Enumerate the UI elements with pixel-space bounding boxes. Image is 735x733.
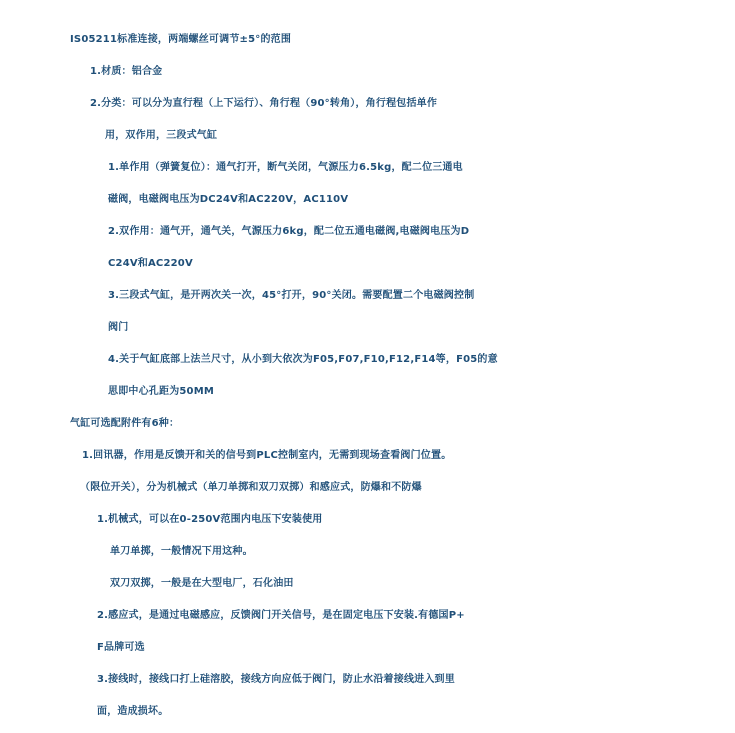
category-line-1: 2.分类：可以分为直行程（上下运行）、角行程（90°转角），角行程包括单作	[90, 98, 438, 109]
flange-line-1: 4.关于气缸底部上法兰尺寸，从小到大依次为F05,F07,F10,F12,F14等，F05的意	[108, 354, 498, 365]
three-stage-line-1: 3.三段式气缸，是开两次关一次，45°打开，90°关闭。需要配置二个电磁阀控制	[108, 290, 475, 301]
material-line: 1.材质：铝合金	[90, 66, 163, 77]
double-acting-line-1: 2.双作用：通气开，通气关，气源压力6kg，配二位五通电磁阀,电磁阀电压为D	[108, 226, 470, 237]
three-stage-line-2: 阀门	[108, 322, 129, 333]
accessories-title: 气缸可选配附件有6种：	[70, 418, 180, 429]
doc-title: IS05211标准连接，两端螺丝可调节±5°的范围	[70, 34, 292, 45]
signal-device-line-1: 1.回讯器，作用是反馈开和关的信号到PLC控制室内，无需到现场查看阀门位置。	[82, 450, 452, 461]
spst-line: 单刀单掷，一般情况下用这种。	[110, 546, 253, 557]
single-acting-line-1: 1.单作用（弹簧复位）：通气打开，断气关闭，气源压力6.5kg，配二位三通电	[108, 162, 463, 173]
wiring-line-1: 3.接线时，接线口打上硅溶胶，接线方向应低于阀门，防止水沿着接线进入到里	[97, 674, 455, 685]
double-acting-line-2: C24V和AC220V	[108, 258, 193, 269]
flange-line-2: 思即中心孔距为50MM	[108, 386, 215, 397]
single-acting-line-2: 磁阀，电磁阀电压为DC24V和AC220V，AC110V	[108, 194, 349, 205]
category-line-2: 用，双作用，三段式气缸	[105, 130, 218, 141]
inductive-line-1: 2.感应式，是通过电磁感应，反馈阀门开关信号，是在固定电压下安装.有德国P+	[97, 610, 465, 621]
inductive-line-2: F品牌可选	[97, 642, 145, 653]
mechanical-line: 1.机械式，可以在0-250V范围内电压下安装使用	[97, 514, 323, 525]
wiring-line-2: 面，造成损坏。	[97, 706, 169, 717]
signal-device-line-2: （限位开关），分为机械式（单刀单掷和双刀双掷）和感应式，防爆和不防爆	[80, 482, 422, 493]
dpdt-line: 双刀双掷，一般是在大型电厂，石化油田	[110, 578, 294, 589]
